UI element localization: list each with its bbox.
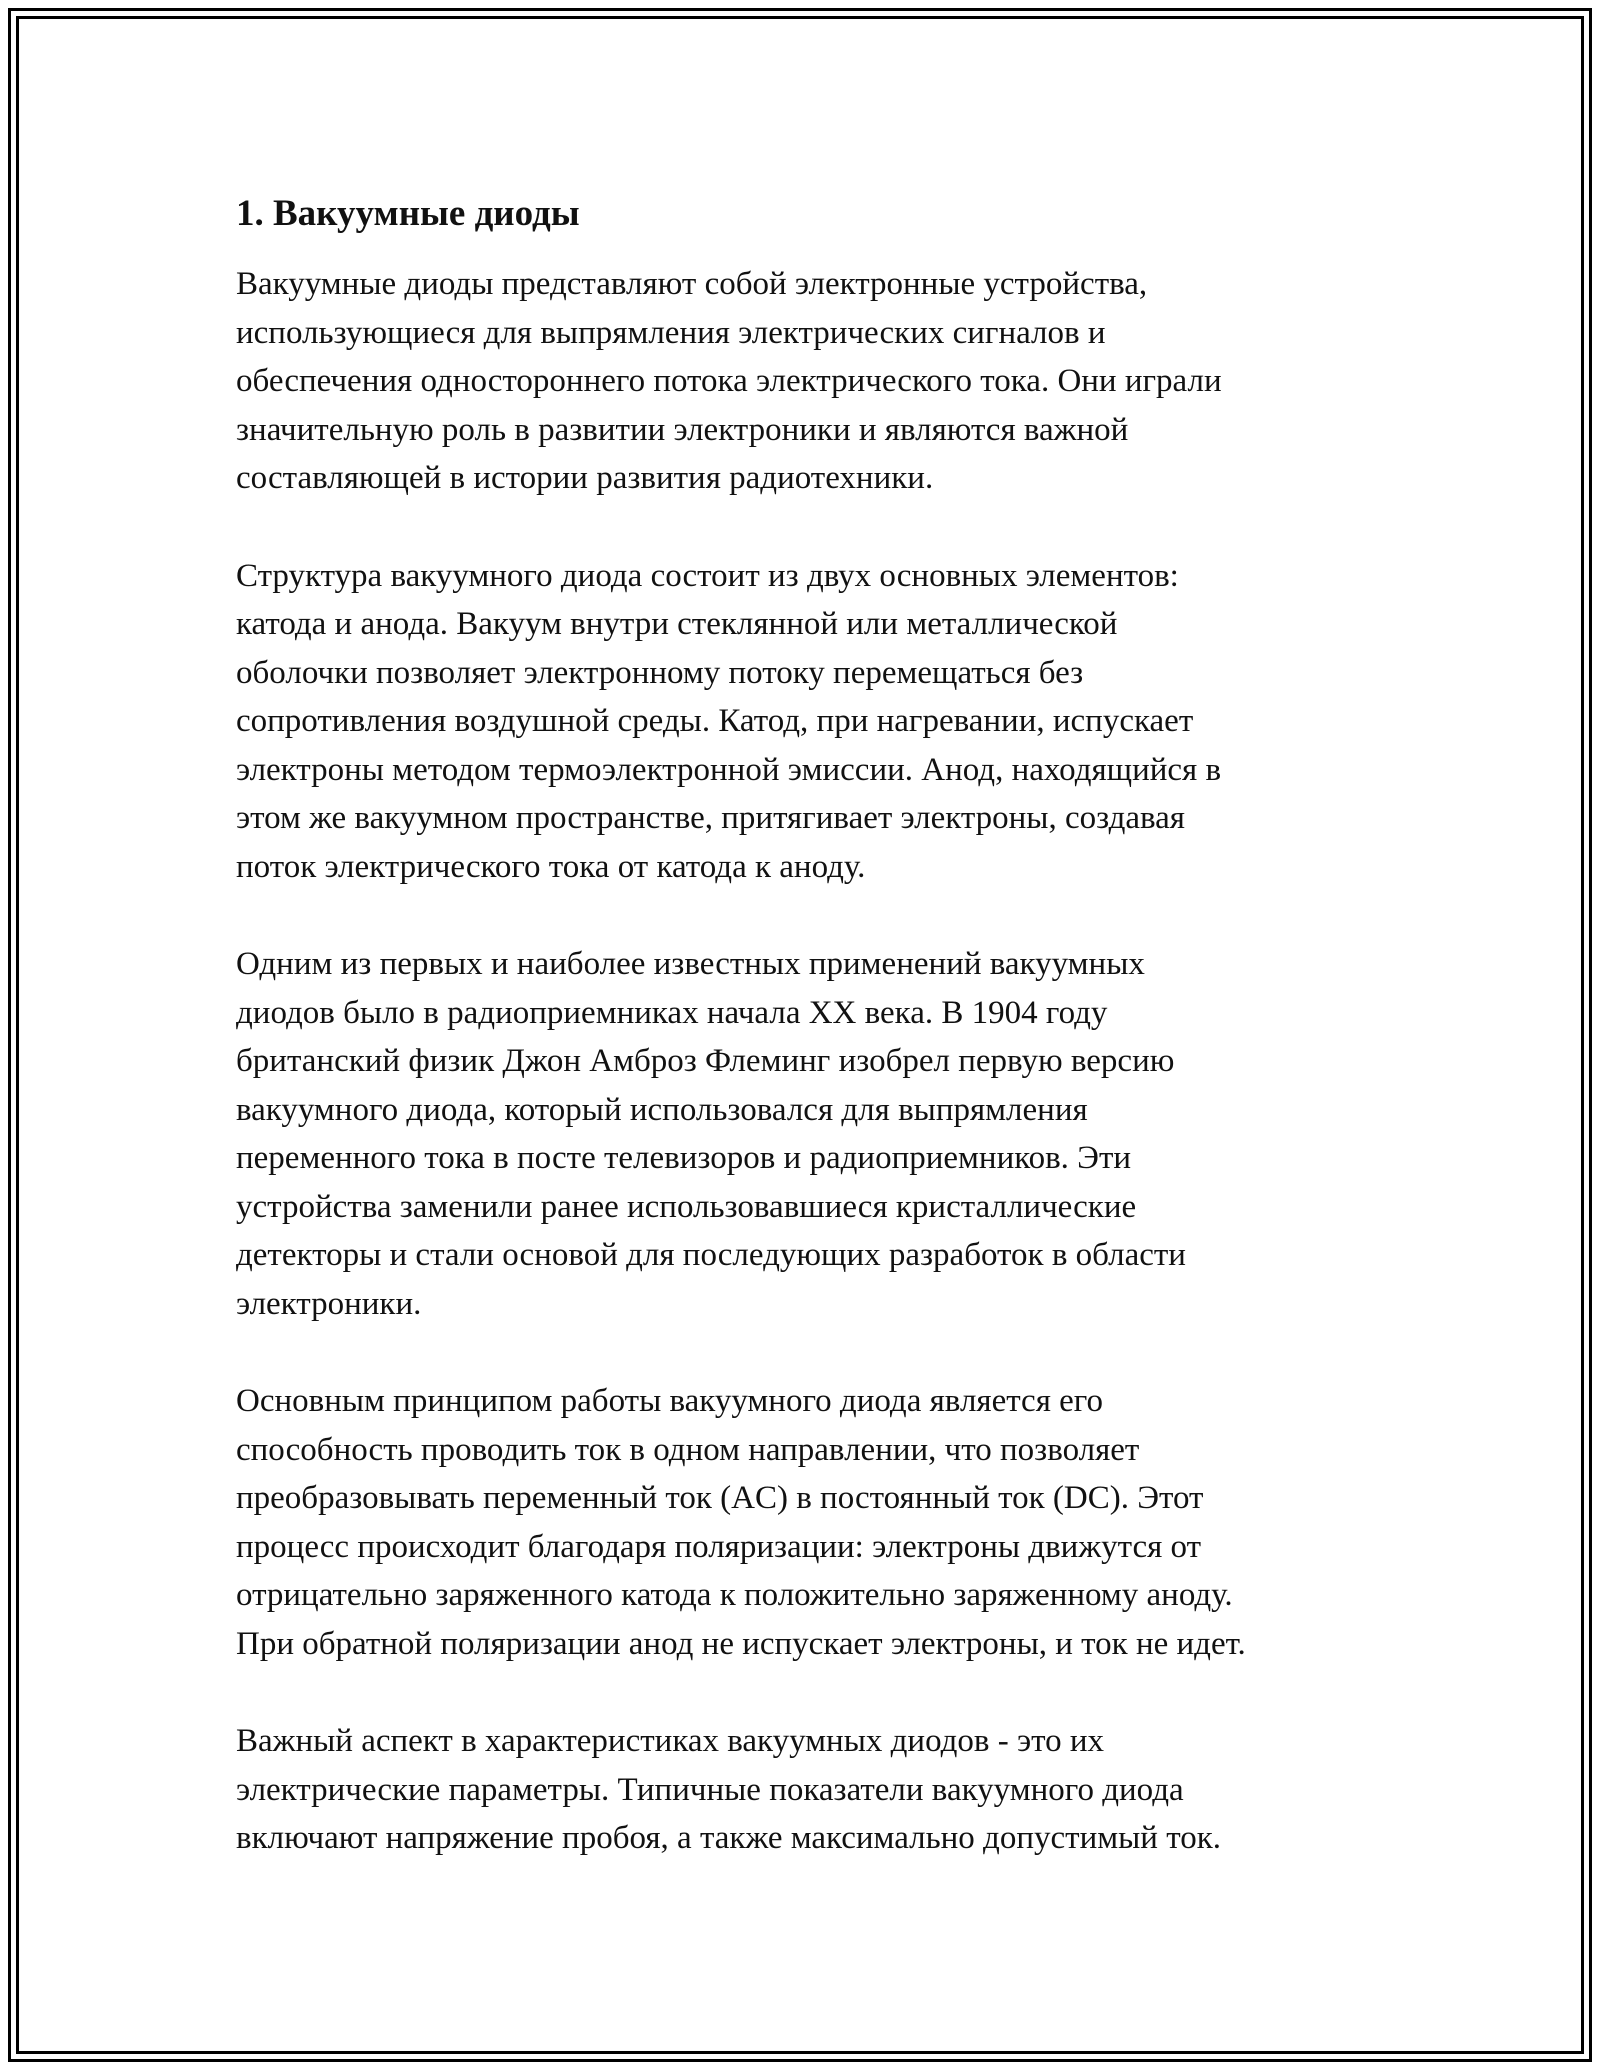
- text-line: способность проводить ток в одном направлении, что позволяет: [236, 1431, 1140, 1468]
- paragraph-history: [236, 940, 1386, 1328]
- text-line: использующиеся для выпрямления электрических сигналов и: [236, 314, 1106, 351]
- text-line: включают напряжение пробоя, а также максимально допустимый ток.: [236, 1820, 1221, 1856]
- document-body: [236, 188, 1386, 1912]
- text-line: сопротивления воздушной среды. Катод, при нагревании, испускает: [236, 703, 1194, 739]
- text-line: Важный аспект в характеристиках вакуумных диодов - это их: [236, 1723, 1105, 1759]
- text-line: отрицательно заряженного катода к положительно заряженному аноду.: [236, 1577, 1233, 1613]
- text-line: преобразовывать переменный ток (AC) в постоянный ток (DC). Этот: [236, 1480, 1204, 1516]
- text-line: переменного тока в посте телевизоров и радиоприемников. Эти: [236, 1140, 1132, 1176]
- text-line: обеспечения одностороннего потока электрического тока. Они играли: [236, 363, 1222, 399]
- text-line: электроники.: [236, 1285, 422, 1322]
- text-line: диодов было в радиоприемниках начала XX века. В 1904 году: [236, 994, 1108, 1031]
- text-line: поток электрического тока от катода к аноду.: [236, 848, 866, 885]
- text-line: Основным принципом работы вакуумного диода является его: [236, 1383, 1103, 1419]
- section-heading: 1. Вакуумные диоды: [236, 193, 580, 234]
- paragraph-intro: [236, 260, 1386, 503]
- paragraph-structure: [236, 552, 1386, 892]
- text-line: детекторы и стали основой для последующих разработок в области: [236, 1237, 1186, 1273]
- text-line: значительную роль в развитии электроники и являются важной: [236, 411, 1129, 448]
- text-line: этом же вакуумном пространстве, притягивает электроны, создавая: [236, 800, 1185, 836]
- paragraph-parameters: [236, 1717, 1386, 1863]
- text-line: оболочки позволяет электронному потоку перемещаться без: [236, 654, 1084, 691]
- text-line: процесс происходит благодаря поляризации: электроны движутся от: [236, 1528, 1202, 1565]
- text-line: При обратной поляризации анод не испускает электроны, и ток не идет.: [236, 1625, 1246, 1662]
- text-line: Структура вакуумного диода состоит из двух основных элементов:: [236, 557, 1179, 594]
- text-line: Вакуумные диоды представляют собой электронные устройства,: [236, 266, 1148, 302]
- paragraph-principle: [236, 1377, 1386, 1668]
- text-line: электрические параметры. Типичные показатели вакуумного диода: [236, 1771, 1184, 1808]
- text-line: вакуумного диода, который использовался для выпрямления: [236, 1091, 1088, 1128]
- text-line: Одним из первых и наиболее известных применений вакуумных: [236, 946, 1145, 982]
- text-line: электроны методом термоэлектронной эмиссии. Анод, находящийся в: [236, 751, 1222, 788]
- text-line: устройства заменили ранее использовавшиеся кристаллические: [236, 1188, 1137, 1225]
- text-line: британский физик Джон Амброз Флеминг изобрел первую версию: [236, 1043, 1175, 1079]
- text-line: составляющей в истории развития радиотехники.: [236, 460, 934, 496]
- text-line: катода и анода. Вакуум внутри стеклянной или металлической: [236, 606, 1118, 642]
